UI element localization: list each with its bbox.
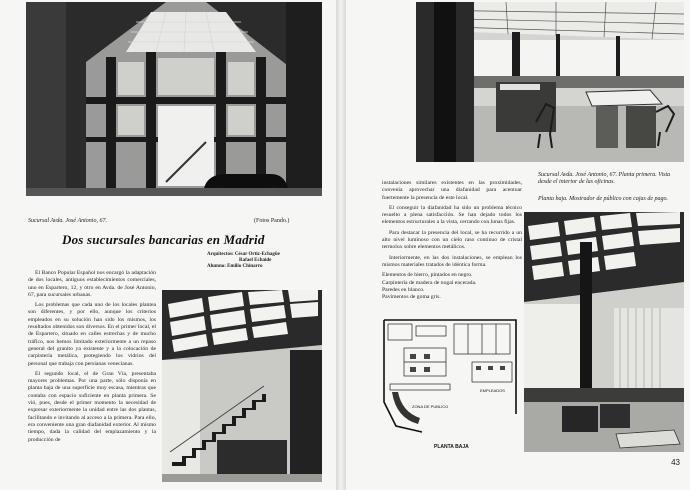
photo-facade-exterior	[26, 2, 322, 196]
credit-line: Rafael Echaide	[239, 258, 272, 263]
materials-item: Pavimentos de goma gris.	[382, 294, 441, 301]
photo-caption-first-floor: Sucursal Avda. José Antonio, 67. Planta primera. Vista desde el interior de las oficinas.	[538, 172, 671, 185]
photo-ground-floor-counter	[524, 212, 684, 452]
left-page	[0, 0, 336, 490]
paragraph: Los problemas que cada uno de los locales plantea son diferentes, y por ello, aunque los criterios empleados en su solución han sido los mismos, los resultados obtenidos son diversos. En el primer local, el de Espartero, situado en calles estrechas y de mucho tráfico, nos hemos limitado exteriormente a un repaso general del granito ya existente y a la colocación de carpintería metálica, protegiendo los vidrios del personal que trabaja con persianas venecianas.	[28, 302, 156, 367]
ground-floor-plan	[376, 314, 522, 454]
materials-item: Paredes en blanco.	[382, 286, 425, 293]
photo-caption: Sucursal Avda. José Antonio, 67.	[28, 218, 107, 224]
page-gutter	[336, 0, 346, 490]
body-column-right	[382, 180, 522, 301]
photo-caption-ground-floor: Planta baja. Mostrador de público con cajas de pago.	[538, 196, 668, 202]
plan-label-zona-publico: ZONA DE PUBLICO	[412, 404, 449, 409]
article-title: Dos sucursales bancarias en Madrid	[62, 232, 265, 247]
body-column-left	[28, 270, 156, 447]
materials-item: Elementos de hierro, pintados en negro.	[382, 272, 473, 279]
credit-line: Alumno: Emilio Chinarro	[207, 264, 263, 269]
architect-credits	[207, 252, 327, 270]
plan-caption: PLANTA BAJA	[434, 444, 469, 450]
plan-label-empleados: EMPLEADOS	[480, 388, 505, 393]
paragraph: Interiormente, en las dos instalaciones, se emplean los mismos materiales tratados de idéntica forma.	[382, 254, 522, 268]
paragraph: Para destacar la presencia del local, se ha recurrido a un alto nivel luminoso con un cielo raso continuo de cristal termolux sobre elementos metálicos.	[382, 229, 522, 251]
right-page	[346, 0, 690, 490]
page-number: 43	[671, 458, 680, 467]
materials-list	[382, 272, 522, 301]
photo-first-floor-offices	[416, 2, 684, 162]
materials-item: Carpintería de madera de nogal encerada.	[382, 279, 477, 286]
photo-credit: (Fotos Pando.)	[254, 218, 290, 224]
paragraph: instalaciones similares existentes en las proximidades, convenía aprovechar una diafanidad para acentuar fuertemente la presencia de este local.	[382, 180, 522, 201]
paragraph: El Banco Popular Español nos encargó la adaptación de dos locales, antiguos establecimientos comerciales, uno en Espartero, 12, y otro en Avda. de José Antonio, 67, para sucursales urbanas.	[28, 270, 156, 298]
paragraph: El segundo local, el de Gran Vía, presentaba mayores problemas. Por una parte, sólo disponía en planta baja de una superficie muy escasa, mientras que contaba con espacio suficiente en planta primera. Se vió, pues, desde el primer momento la necesidad de expresar exteriormente la unidad entre las dos plantas, facilitando e invitando al acceso a la primera. Para ello, era conveniente una gran diafanidad exterior. Al mismo tiempo, dada la calidad del emplazamiento y la producción de	[28, 370, 156, 443]
paragraph: El conseguir la diafanidad ha sido un problema técnico resuelto a plena satisfacción. Se han dejado todos los elementos estructurales a la vista, cerrando con lunas fijas.	[382, 204, 522, 226]
credit-line: Arquitectos: César Ortiz-Echagüe	[207, 252, 280, 257]
photo-staircase-interior	[162, 290, 322, 482]
